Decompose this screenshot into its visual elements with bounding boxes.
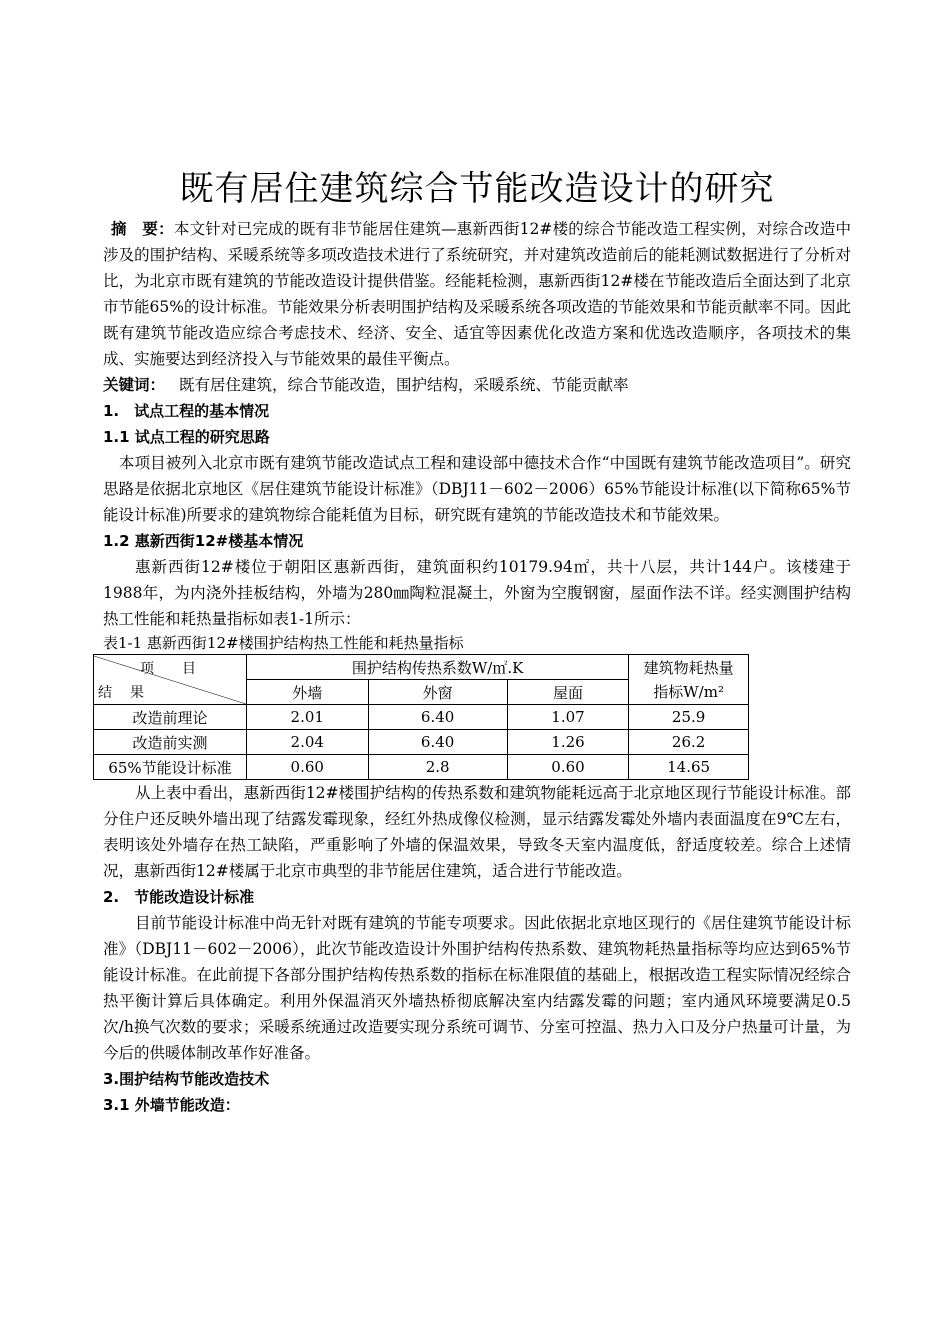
keywords-text: 既有居住建筑，综合节能改造，围护结构，采暖系统、节能贡献率 [179,376,629,394]
abstract [103,216,851,372]
document-title: 既有居住建筑综合节能改造设计的研究 [179,169,775,209]
cell-heat: 14.65 [629,755,749,780]
sub-header-wall: 外墙 [247,680,369,705]
corner-top-label: 项目 [140,660,224,677]
table-row [94,705,749,730]
row-label: 65%节能设计标准 [94,755,247,780]
corner-bottom-label: 结果 [98,684,162,701]
abstract-text: 本文针对已完成的既有非节能居住建筑—惠新西街12#楼的综合节能改造工程实例，对综合改造中涉及的围护结构、采暖系统等多项改造技术进行了系统研究，并对建筑改造前后的能耗测试数据进行了分析对比，为北京市既有建筑的节能改造设计提供借鉴。经能耗检测，惠新西街12#楼在节能改造后全面达到了北京市节能65%的设计标准。节能效果分析表明围护结构及采暖系统各项改造的节能效果和节能贡献率不同。因此既有建筑节能改造应综合考虑技术、经济、安全、适宜等因素优化改造方案和优选改造顺序，各项技术的集成、实施要达到经济投入与节能效果的最佳平衡点。 [103,220,851,368]
cell-heat: 25.9 [629,705,749,730]
sub-header-roof: 屋面 [507,680,629,705]
cell-window: 6.40 [368,705,507,730]
cell-roof: 0.60 [507,755,629,780]
section-heading-3-1: 3.1 外墙节能改造： [103,1096,240,1114]
sub-header-window: 外窗 [368,680,507,705]
document-page [98,168,851,1118]
row-label: 改造前理论 [94,705,247,730]
cell-roof: 1.26 [507,730,629,755]
cell-wall: 0.60 [247,755,369,780]
diagonal-header [94,656,246,704]
section-heading-1-1: 1.1 试点工程的研究思路 [103,428,270,446]
heat-index-header-line1: 建筑物耗热量 [643,658,734,677]
keywords-label: 关键词： [103,376,166,394]
section-heading-3: 3.围护结构节能改造技术 [103,1070,270,1088]
section-heading-1-2: 1.2 惠新西街12#楼基本情况 [103,532,304,550]
cell-wall: 2.01 [247,705,369,730]
cell-roof: 1.07 [507,705,629,730]
heat-index-header-line2: 指标W/m² [653,682,724,701]
cell-wall: 2.04 [247,730,369,755]
section-heading-1: 1. 试点工程的基本情况 [103,402,270,420]
paragraph-building-info: 惠新西街12#楼位于朝阳区惠新西街，建筑面积约10179.94㎡，共十八层，共计144户。该楼建于1988年，为内浇外挂板结构，外墙为280㎜陶粒混凝土，外窗为空腹钢窗，屋面作法不详。经实测围护结构热工性能和耗热量指标如表1-1所示： [103,558,851,628]
cell-window: 2.8 [368,755,507,780]
table-corner-cell [94,655,247,705]
cell-window: 6.40 [368,730,507,755]
heat-index-header [629,655,749,705]
paragraph-design-standard: 目前节能设计标准中尚无针对既有建筑的节能专项要求。因此依据北京地区现行的《居住建筑节能设计标准》（DBJ11－602－2006），此次节能改造设计外围护结构传热系数、建筑物耗热量指标等均应达到65%节能设计标准。在此前提下各部分围护结构传热系数的指标在标准限值的基础上，根据改造工程实际情况经综合热平衡计算后具体确定。利用外保温消灭外墙热桥彻底解决室内结露发霉的问题；室内通风环境要满足0.5次/h换气次数的要求；采暖系统通过改造要实现分系统可调节、分室可控温、热力入口及分户热量可计量，为今后的供暖体制改革作好准备。 [103,914,851,1062]
group-header: 围护结构传热系数W/㎡.K [247,655,629,680]
paragraph-analysis: 从上表中看出，惠新西街12#楼围护结构的传热系数和建筑物能耗远高于北京地区现行节能设计标准。部分住户还反映外墙出现了结露发霉现象，经红外热成像仪检测，显示结露发霉处外墙内表面温度在9℃左右，表明该处外墙存在热工缺陷，严重影响了外墙的保温效果，导致冬天室内温度低，舒适度较差。综合上述情况，惠新西街12#楼属于北京市典型的非节能居住建筑，适合进行节能改造。 [103,784,851,880]
cell-heat: 26.2 [629,730,749,755]
paragraph-research-approach: 本项目被列入北京市既有建筑节能改造试点工程和建设部中德技术合作“中国既有建筑节能改造项目”。研究思路是依据北京地区《居住建筑节能设计标准》（DBJ11－602－2006）65%节能设计标准(以下简称65%节能设计标准)所要求的建筑物综合能耗值为目标，研究既有建筑的节能改造技术和节能效果。 [103,454,851,524]
table-row [94,730,749,755]
section-heading-2: 2. 节能改造设计标准 [103,888,255,906]
row-label: 改造前实测 [94,730,247,755]
keywords [103,372,851,398]
table-row [94,755,749,780]
table-caption: 表1-1 惠新西街12#楼围护结构热工性能和耗热量指标 [103,634,464,652]
thermal-performance-table [93,654,749,780]
abstract-label: 摘 要： [111,220,174,238]
